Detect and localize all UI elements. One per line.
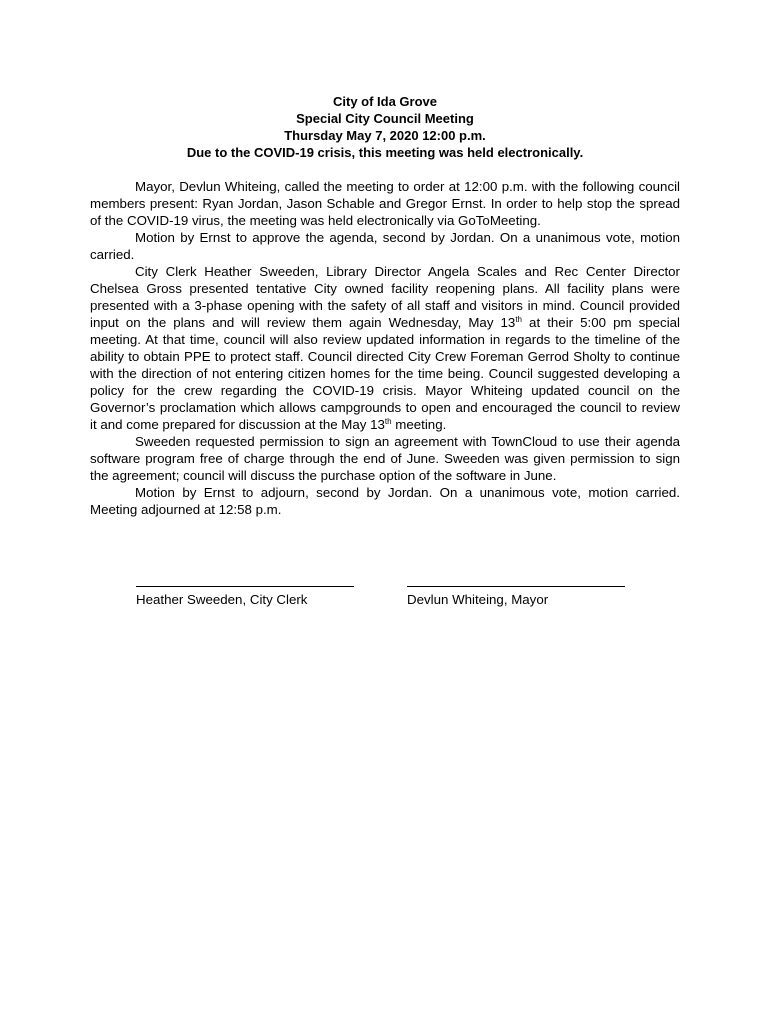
minutes-page (90, 93, 680, 518)
ordinal-suffix: th (384, 417, 392, 426)
mayor-signature (407, 572, 627, 608)
document-header (90, 93, 680, 161)
signature-line (136, 572, 354, 587)
meeting-type: Special City Council Meeting (296, 111, 474, 126)
call-to-order-paragraph: Mayor, Devlun Whiteing, called the meeting to order at 12:00 p.m. with the following council members present: Ryan Jordan, Jason Schable and Gregor Ernst. In order to help stop the spread of the COVID-19 virus, the meeting was held electronically via GoToMeeting. (90, 179, 680, 228)
clerk-signature (136, 572, 356, 608)
electronic-meeting-note: Due to the COVID-19 crisis, this meeting was held electronically. (186, 145, 584, 160)
adjournment-paragraph: Motion by Ernst to adjourn, second by Jordan. On a unanimous vote, motion carried. Meeting adjourned at 12:58 p.m. (90, 485, 680, 517)
towncloud-paragraph: Sweeden requested permission to sign an agreement with TownCloud to use their agenda software program free of charge through the end of June. Sweeden was given permission to sign the agreement; council will discuss the purchase option of the software in June. (90, 434, 680, 483)
meeting-date: Thursday May 7, 2020 12:00 p.m. (284, 128, 486, 143)
mayor-name: Devlun Whiteing, Mayor (407, 592, 549, 607)
reopening-text-part3: meeting. (391, 417, 447, 432)
city-name: City of Ida Grove (332, 94, 438, 109)
ordinal-suffix: th (515, 315, 522, 324)
clerk-name: Heather Sweeden, City Clerk (136, 592, 308, 607)
signature-line (407, 572, 625, 587)
minutes-body (90, 178, 680, 518)
reopening-plans-paragraph (90, 263, 680, 433)
reopening-text-part2: at their 5:00 pm special meeting. At that time, council will also review updated information in regards to the timeline of the ability to obtain PPE to protect staff. Council directed City Crew Foreman Gerrod Sholty to continue with the direction of not entering citizen homes for the time being. Council suggested developing a policy for the crew regarding the COVID-19 crisis. Mayor Whiteing updated council on the Governor’s proclamation which allows campgrounds to open and encouraged the council to review it and come prepared for discussion at the May 13 (90, 315, 680, 432)
agenda-motion-paragraph: Motion by Ernst to approve the agenda, second by Jordan. On a unanimous vote, motion carried. (90, 230, 680, 262)
reopening-text-part1: City Clerk Heather Sweeden, Library Director Angela Scales and Rec Center Director Chelsea Gross presented tentative City owned facility reopening plans. All facility plans were presented with a 3-phase opening with the safety of all staff and visitors in mind. Council provided input on the plans and will review them again Wednesday, May 13 (90, 264, 680, 330)
